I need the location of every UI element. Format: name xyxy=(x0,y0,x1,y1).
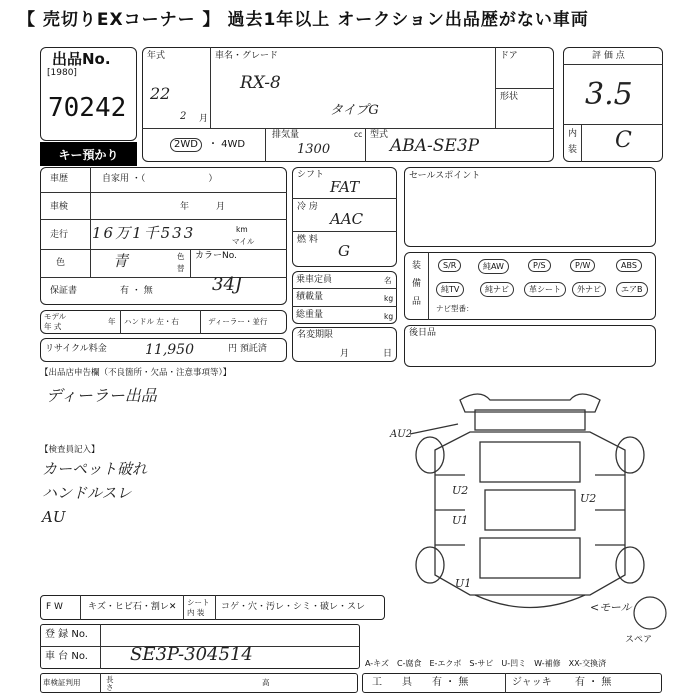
gross-label: 総重量 xyxy=(296,310,324,320)
divider xyxy=(90,167,91,277)
fw-sheet-1: シート xyxy=(187,598,210,607)
model-value: ABA-SE3P xyxy=(390,136,480,156)
divider xyxy=(215,595,216,620)
displacement-value: 1300 xyxy=(297,142,331,157)
dealer-label: ディーラー・並行 xyxy=(208,317,268,326)
month-unit: 月 xyxy=(199,114,209,124)
diagram-mark: U1 xyxy=(452,514,469,527)
divider xyxy=(100,673,101,693)
rating-label: 評 価 点 xyxy=(592,51,625,61)
equip-item: 純AW xyxy=(478,259,509,274)
recycle-unit: 円 預託済 xyxy=(228,344,267,354)
equip-item: 純TV xyxy=(436,282,464,297)
divider xyxy=(292,288,397,289)
banner xyxy=(0,0,700,34)
handle-label: ハンドル 左・右 xyxy=(124,317,179,326)
banner-title: 【 売切りEXコーナー 】 過去1年以上 オークション出品歴がない車両 xyxy=(18,9,589,30)
ac-label: 冷 房 xyxy=(297,202,318,212)
chassis-label: 車 台 No. xyxy=(45,651,88,662)
lot-number: 70242 xyxy=(48,93,127,123)
equip-label-2: 備 xyxy=(412,279,422,289)
navi-label: ナビ型番： xyxy=(436,304,474,313)
load-label: 積載量 xyxy=(296,292,324,302)
fuel-label: 燃 料 xyxy=(297,235,318,245)
grade-value: タイプG xyxy=(330,103,379,118)
year-label: 年式 xyxy=(147,51,166,61)
warranty-label: 保証書 xyxy=(50,286,78,296)
interior-label-2: 装 xyxy=(568,145,578,155)
fw-items: キズ・ヒビ石・割レ✕ xyxy=(88,602,177,612)
jack-label: ジャッキ xyxy=(512,677,552,688)
displacement-label: 排気量 xyxy=(272,130,300,140)
equip-item: S/R xyxy=(438,259,461,272)
diagram-mark: U2 xyxy=(452,484,469,497)
divider xyxy=(40,219,287,220)
equip-item: ABS xyxy=(616,259,642,272)
load-unit: kg xyxy=(384,294,394,303)
divider xyxy=(183,595,184,620)
divider xyxy=(210,47,211,128)
equip-item: 外ナビ xyxy=(572,282,606,297)
color-change-2: 替 xyxy=(177,264,185,273)
color-value: 青 xyxy=(113,252,129,270)
divider xyxy=(365,128,366,162)
shift-value: FAT xyxy=(330,178,360,196)
interior-label-1: 内 xyxy=(568,129,578,139)
divider xyxy=(40,249,287,250)
diagram-mark: AU2 xyxy=(390,429,413,440)
fw-sheet-items: コゲ・穴・汚レ・シミ・破レ・スレ xyxy=(221,602,366,612)
model-label: 型式 xyxy=(370,130,389,140)
diagram-note: <モール xyxy=(590,601,632,614)
model-year-unit: 年 xyxy=(108,317,116,326)
displacement-unit: cc xyxy=(354,130,363,139)
equip-item: P/W xyxy=(570,259,595,272)
divider xyxy=(40,192,287,193)
equip-label-3: 品 xyxy=(412,297,422,307)
remarks-label: 【出品店申告欄（不良箇所・欠品・注意事項等）】 xyxy=(40,368,232,378)
divider xyxy=(563,124,663,125)
name-label: 車名・グレード xyxy=(215,51,279,61)
cert-label: 車検証判用 xyxy=(43,678,81,687)
diagram-mark: U2 xyxy=(580,492,597,505)
divider xyxy=(292,198,397,199)
recycle-label: リサイクル料金 xyxy=(45,344,107,354)
equip-item: エアB xyxy=(616,282,648,297)
model-year-label-1: モデル xyxy=(44,312,67,321)
divider xyxy=(505,673,506,693)
key-tag: キー預かり xyxy=(40,142,137,166)
divider xyxy=(80,595,81,620)
ac-value: AAC xyxy=(330,210,364,228)
divider xyxy=(190,249,191,277)
shaken-label: 車検 xyxy=(50,202,69,212)
legend: A-キズ C-腐食 E-エクボ S-サビ U-凹ミ W-補修 XX-交換済 xyxy=(365,659,607,668)
door-label: ドア xyxy=(500,51,518,61)
divider xyxy=(200,310,201,334)
inspector-line: ハンドルスレ xyxy=(42,484,132,502)
car-diagram xyxy=(380,380,680,630)
drive-4wd: ・ 4WD xyxy=(208,139,246,150)
aftermarket-box xyxy=(404,325,656,367)
lot-label: 出品No. xyxy=(52,50,111,68)
chassis-value: SE3P-304514 xyxy=(130,644,253,665)
spare-tire-icon xyxy=(632,595,668,631)
namechange-month: 月 xyxy=(340,349,350,359)
equip-item: 革シート xyxy=(524,282,566,297)
reki-label: 車歴 xyxy=(50,174,69,184)
divider xyxy=(292,306,397,307)
divider xyxy=(563,64,663,65)
divider xyxy=(100,624,101,669)
lot-year-tag: [1980] xyxy=(47,68,77,78)
mileage-value: 16万1千533 xyxy=(92,224,196,242)
cert-length: 長 xyxy=(106,675,114,684)
cert-width: さ xyxy=(106,683,114,692)
mileage-unit-mile: マイル xyxy=(232,237,255,246)
inspector-line: カーペット破れ xyxy=(42,460,148,478)
inspector-line: AU xyxy=(42,508,66,526)
shift-label: シフト xyxy=(297,170,325,180)
equip-label-1: 装 xyxy=(412,261,422,271)
tools-value: 有 ・ 無 xyxy=(432,677,469,688)
mileage-label: 走行 xyxy=(50,230,69,240)
divider xyxy=(495,88,554,89)
inspector-label: 【検査員記入】 xyxy=(40,445,100,455)
divider xyxy=(120,310,121,334)
shaken-mid: 年 月 xyxy=(180,202,226,212)
equip-item: P/S xyxy=(528,259,551,272)
tools-label: 工 具 xyxy=(372,677,412,688)
month-value: 2 xyxy=(180,111,187,122)
rating-value: 3.5 xyxy=(585,77,633,112)
remarks-value: ディーラー出品 xyxy=(46,386,157,405)
reki-value: 自家用 ・（ ） xyxy=(102,174,218,184)
divider xyxy=(428,252,429,320)
warranty-value: 有 ・ 無 xyxy=(120,286,153,296)
fw-label: F W xyxy=(46,602,63,612)
drive-2wd: 2WD xyxy=(170,138,202,152)
capacity-unit: 名 xyxy=(384,276,392,285)
gross-unit: kg xyxy=(384,312,394,321)
shape-label: 形状 xyxy=(500,92,519,102)
diagram-mark: U1 xyxy=(455,577,472,590)
spare-label: スペア xyxy=(625,635,653,645)
namechange-label: 名変期限 xyxy=(297,330,334,340)
capacity-label: 乗車定員 xyxy=(296,275,333,285)
sales-point-label: セールスポイント xyxy=(409,171,481,181)
colorno-label: カラーNo. xyxy=(195,251,237,261)
fuel-value: G xyxy=(338,242,350,260)
mileage-unit-km: km xyxy=(236,225,248,234)
colorno-value: 34J xyxy=(212,274,243,295)
recycle-value: 11,950 xyxy=(145,342,194,358)
model-year-label-2: 年 式 xyxy=(44,322,62,331)
color-change-1: 色 xyxy=(177,252,185,261)
cert-height: 高 xyxy=(262,678,270,687)
fw-sheet-2: 内 装 xyxy=(187,608,205,617)
cert-box xyxy=(40,673,358,693)
divider xyxy=(40,277,287,278)
divider xyxy=(581,124,582,162)
year-value: 22 xyxy=(150,84,171,103)
divider xyxy=(292,231,397,232)
namechange-day: 日 xyxy=(383,349,393,359)
equip-item: 純ナビ xyxy=(480,282,514,297)
aftermarket-label: 後日品 xyxy=(409,328,437,338)
jack-value: 有 ・ 無 xyxy=(575,677,612,688)
divider xyxy=(142,128,554,129)
interior-value: C xyxy=(615,128,632,153)
color-label: 色 xyxy=(56,258,66,268)
reg-label: 登 録 No. xyxy=(45,629,88,640)
name-value: RX-8 xyxy=(240,73,281,93)
divider xyxy=(265,128,266,162)
